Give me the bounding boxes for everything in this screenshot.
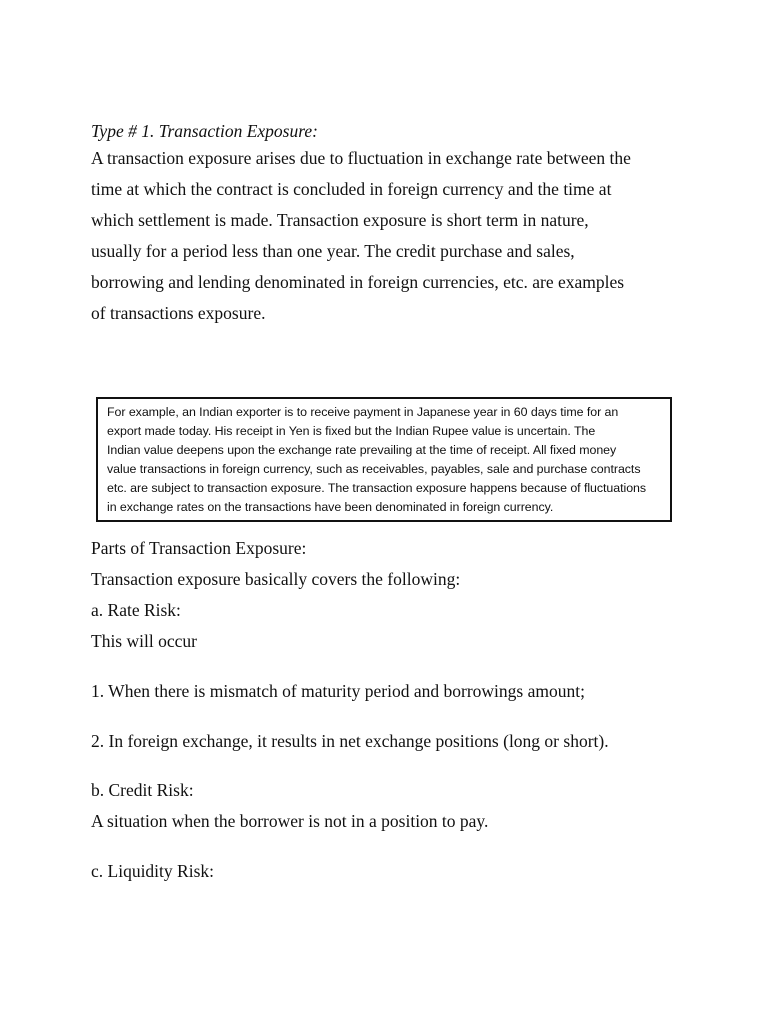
intro-line: usually for a period less than one year. The credit purchase and sales,: [91, 241, 575, 261]
credit-risk-title: b. Credit Risk:: [91, 780, 194, 800]
example-line: Indian value deepens upon the exchange rate prevailing at the time of receipt. All fixed money: [107, 443, 617, 457]
intro-line: of transactions exposure.: [91, 303, 266, 323]
example-line: in exchange rates on the transactions have been denominated in foreign currency.: [107, 500, 554, 514]
credit-risk-description: A situation when the borrower is not in a position to pay.: [91, 811, 489, 831]
example-line: value transactions in foreign currency, such as receivables, payables, sale and purchase contracts: [107, 462, 641, 476]
section-heading: Type # 1. Transaction Exposure:: [91, 121, 318, 141]
intro-line: A transaction exposure arises due to fluctuation in exchange rate between the: [91, 148, 631, 168]
liquidity-risk-title: c. Liquidity Risk:: [91, 861, 214, 881]
parts-heading: Parts of Transaction Exposure:: [91, 538, 307, 558]
example-line: export made today. His receipt in Yen is fixed but the Indian Rupee value is uncertain. The: [107, 424, 596, 438]
example-line: etc. are subject to transaction exposure. The transaction exposure happens because of fluctuations: [107, 481, 647, 495]
rate-risk-lead: This will occur: [91, 631, 197, 651]
rate-risk-title: a. Rate Risk:: [91, 600, 181, 620]
intro-line: which settlement is made. Transaction exposure is short term in nature,: [91, 210, 589, 230]
example-line: For example, an Indian exporter is to receive payment in Japanese year in 60 days time for an: [107, 405, 619, 419]
intro-line: borrowing and lending denominated in foreign currencies, etc. are examples: [91, 272, 625, 292]
rate-risk-point: 2. In foreign exchange, it results in net exchange positions (long or short).: [91, 731, 609, 751]
intro-paragraph: [91, 143, 681, 329]
intro-line: time at which the contract is concluded in foreign currency and the time at: [91, 179, 612, 199]
rate-risk-point: 1. When there is mismatch of maturity period and borrowings amount;: [91, 681, 585, 701]
parts-intro: Transaction exposure basically covers the following:: [91, 569, 461, 589]
example-box: [96, 397, 672, 522]
